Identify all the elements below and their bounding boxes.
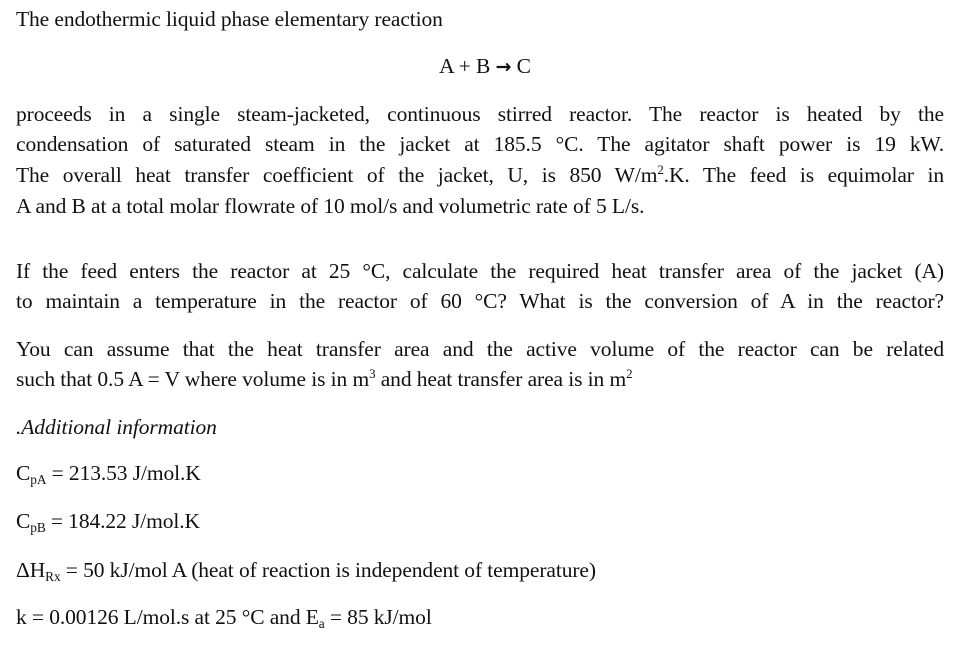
superscript: 2 [626,367,633,382]
assumption-line-2 [16,369,632,391]
volume-text: such that 0.5 A = V where volume is in m [16,367,370,391]
superscript: 3 [369,367,376,382]
u-text: The overall heat transfer coefficient of the jacket, U, is 850 W/m [16,163,658,187]
additional-info-heading: .Additional information [16,415,217,439]
question-line-1: If the feed enters the reactor at 25 °C, calculate the required heat transfer area of the jacket (A) [16,259,944,283]
assumption-line-1: You can assume that the heat transfer area and the active volume of the reactor can be related [16,337,944,361]
cpb-line [16,511,200,533]
reaction-arrow-icon: → [495,56,512,78]
delta-h-symbol: ΔH [16,558,46,582]
reaction-equation [0,56,970,78]
cpa-line [16,463,201,485]
cp-symbol: C [16,461,31,485]
description-line-2: condensation of saturated steam in the jacket at 185.5 °C. The agitator shaft power is 19 kW. [16,132,944,156]
question-line-2: to maintain a temperature in the reactor of 60 °C? What is the conversion of A in the reactor? [16,289,944,313]
area-text: and heat transfer area is in m [375,367,627,391]
subscript: Rx [45,568,61,584]
feed-text: .K. The feed is equimolar in [663,163,944,187]
description-line-4: A and B at a total molar flowrate of 10 mol/s and volumetric rate of 5 L/s. [16,194,645,218]
reaction-reactants: A + B [439,54,491,78]
rate-constant-text: k = 0.00126 L/mol.s at 25 °C and E [16,605,319,629]
superscript: 2 [657,163,664,178]
subscript: a [318,615,325,631]
reaction-product: C [516,54,531,78]
intro-text: The endothermic liquid phase elementary reaction [16,7,443,31]
heat-of-reaction-value: = 50 kJ/mol A (heat of reaction is independent of temperature) [60,558,596,582]
cpa-value: = 213.53 J/mol.K [46,461,201,485]
heat-of-reaction-line [16,560,596,582]
cpb-value: = 184.22 J/mol.K [45,509,200,533]
subscript: pA [30,471,47,487]
description-line-1: proceeds in a single steam-jacketed, continuous stirred reactor. The reactor is heated by the [16,102,944,126]
cp-symbol: C [16,509,31,533]
rate-constant-line [16,607,432,629]
description-line-3 [16,165,944,187]
subscript: pB [30,519,46,535]
activation-energy-value: = 85 kJ/mol [324,605,432,629]
